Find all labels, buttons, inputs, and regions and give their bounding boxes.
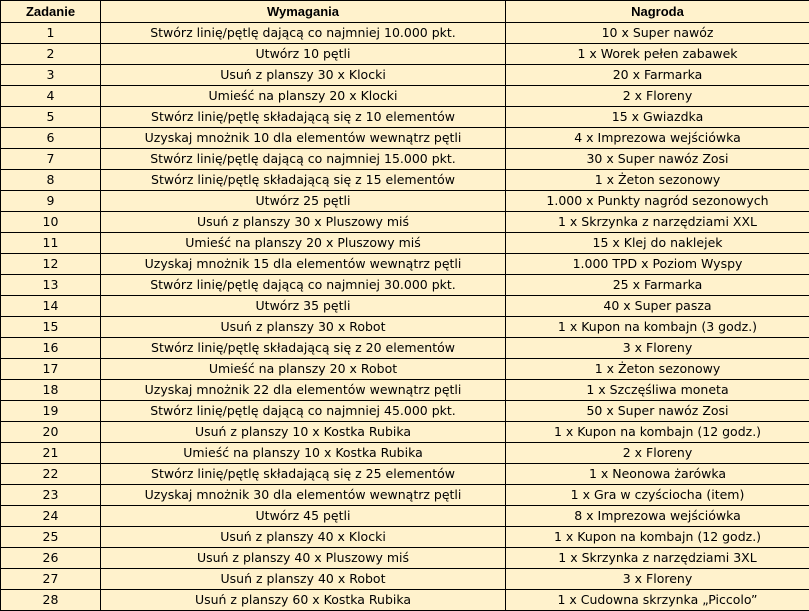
table-row — [1, 44, 809, 65]
requirement-cell: Stwórz linię/pętlę dającą co najmniej 10.000 pkt. — [101, 23, 506, 44]
task-number-cell: 25 — [1, 527, 101, 548]
requirement-cell: Stwórz linię/pętlę dającą co najmniej 45.000 pkt. — [101, 401, 506, 422]
requirement-cell: Utwórz 10 pętli — [101, 44, 506, 65]
requirement-cell: Usuń z planszy 40 x Klocki — [101, 527, 506, 548]
table-row — [1, 506, 809, 527]
reward-cell: 1 x Żeton sezonowy — [506, 170, 809, 191]
reward-cell: 4 x Imprezowa wejściówka — [506, 128, 809, 149]
requirement-cell: Usuń z planszy 30 x Klocki — [101, 65, 506, 86]
requirement-cell: Usuń z planszy 40 x Robot — [101, 569, 506, 590]
table-row — [1, 191, 809, 212]
reward-cell: 25 x Farmarka — [506, 275, 809, 296]
reward-cell: 1 x Skrzynka z narzędziami XXL — [506, 212, 809, 233]
task-number-cell: 18 — [1, 380, 101, 401]
reward-cell: 50 x Super nawóz Zosi — [506, 401, 809, 422]
task-number-cell: 24 — [1, 506, 101, 527]
table-row — [1, 149, 809, 170]
table-row — [1, 170, 809, 191]
requirement-cell: Stwórz linię/pętlę składającą się z 15 elementów — [101, 170, 506, 191]
reward-cell: 1 x Kupon na kombajn (3 godz.) — [506, 317, 809, 338]
table-row — [1, 569, 809, 590]
reward-cell: 1 x Neonowa żarówka — [506, 464, 809, 485]
table-row — [1, 338, 809, 359]
table-row — [1, 23, 809, 44]
reward-cell: 20 x Farmarka — [506, 65, 809, 86]
requirement-cell: Utwórz 25 pętli — [101, 191, 506, 212]
task-number-cell: 3 — [1, 65, 101, 86]
task-number-cell: 8 — [1, 170, 101, 191]
task-number-cell: 7 — [1, 149, 101, 170]
task-number-cell: 19 — [1, 401, 101, 422]
reward-cell: 3 x Floreny — [506, 569, 809, 590]
table-row — [1, 527, 809, 548]
reward-cell: 10 x Super nawóz — [506, 23, 809, 44]
table-row — [1, 296, 809, 317]
reward-cell: 1 x Gra w czyściocha (item) — [506, 485, 809, 506]
requirement-cell: Uzyskaj mnożnik 22 dla elementów wewnątrz pętli — [101, 380, 506, 401]
requirement-cell: Usuń z planszy 40 x Pluszowy miś — [101, 548, 506, 569]
reward-cell: 1 x Żeton sezonowy — [506, 359, 809, 380]
requirement-cell: Usuń z planszy 60 x Kostka Rubika — [101, 590, 506, 611]
task-number-cell: 9 — [1, 191, 101, 212]
task-number-cell: 1 — [1, 23, 101, 44]
reward-cell: 1 x Kupon na kombajn (12 godz.) — [506, 422, 809, 443]
requirement-cell: Uzyskaj mnożnik 30 dla elementów wewnątrz pętli — [101, 485, 506, 506]
table-body — [1, 23, 809, 611]
table-row — [1, 275, 809, 296]
task-number-cell: 13 — [1, 275, 101, 296]
header-reward: Nagroda — [506, 1, 809, 23]
table-row — [1, 128, 809, 149]
requirement-cell: Umieść na planszy 20 x Robot — [101, 359, 506, 380]
requirement-cell: Usuń z planszy 30 x Robot — [101, 317, 506, 338]
task-number-cell: 21 — [1, 443, 101, 464]
table-row — [1, 401, 809, 422]
reward-cell: 1 x Skrzynka z narzędziami 3XL — [506, 548, 809, 569]
task-number-cell: 11 — [1, 233, 101, 254]
table-row — [1, 212, 809, 233]
task-number-cell: 23 — [1, 485, 101, 506]
reward-cell: 15 x Klej do naklejek — [506, 233, 809, 254]
task-number-cell: 22 — [1, 464, 101, 485]
task-number-cell: 27 — [1, 569, 101, 590]
task-number-cell: 16 — [1, 338, 101, 359]
table-row — [1, 233, 809, 254]
requirement-cell: Uzyskaj mnożnik 15 dla elementów wewnątrz pętli — [101, 254, 506, 275]
table-row — [1, 359, 809, 380]
task-number-cell: 4 — [1, 86, 101, 107]
requirement-cell: Utwórz 35 pętli — [101, 296, 506, 317]
requirement-cell: Umieść na planszy 20 x Pluszowy miś — [101, 233, 506, 254]
reward-cell: 40 x Super pasza — [506, 296, 809, 317]
task-number-cell: 26 — [1, 548, 101, 569]
requirement-cell: Stwórz linię/pętlę dającą co najmniej 15.000 pkt. — [101, 149, 506, 170]
table-row — [1, 422, 809, 443]
table-header — [1, 1, 809, 23]
task-number-cell: 2 — [1, 44, 101, 65]
requirement-cell: Umieść na planszy 20 x Klocki — [101, 86, 506, 107]
header-requirements: Wymagania — [101, 1, 506, 23]
table-row — [1, 65, 809, 86]
task-number-cell: 5 — [1, 107, 101, 128]
table-row — [1, 86, 809, 107]
reward-cell: 1 x Kupon na kombajn (12 godz.) — [506, 527, 809, 548]
table-row — [1, 548, 809, 569]
table-row — [1, 590, 809, 611]
header-task: Zadanie — [1, 1, 101, 23]
task-number-cell: 17 — [1, 359, 101, 380]
table-row — [1, 317, 809, 338]
requirement-cell: Uzyskaj mnożnik 10 dla elementów wewnątrz pętli — [101, 128, 506, 149]
header-row — [1, 1, 809, 23]
task-number-cell: 14 — [1, 296, 101, 317]
task-number-cell: 28 — [1, 590, 101, 611]
requirement-cell: Usuń z planszy 10 x Kostka Rubika — [101, 422, 506, 443]
reward-cell: 2 x Floreny — [506, 443, 809, 464]
reward-cell: 3 x Floreny — [506, 338, 809, 359]
reward-cell: 15 x Gwiazdka — [506, 107, 809, 128]
table-row — [1, 443, 809, 464]
requirement-cell: Usuń z planszy 30 x Pluszowy miś — [101, 212, 506, 233]
table-row — [1, 380, 809, 401]
requirement-cell: Stwórz linię/pętlę składającą się z 25 elementów — [101, 464, 506, 485]
reward-cell: 1.000 TPD x Poziom Wyspy — [506, 254, 809, 275]
table-row — [1, 107, 809, 128]
requirement-cell: Stwórz linię/pętlę składającą się z 10 elementów — [101, 107, 506, 128]
reward-cell: 1 x Cudowna skrzynka „Piccolo” — [506, 590, 809, 611]
reward-cell: 2 x Floreny — [506, 86, 809, 107]
requirement-cell: Stwórz linię/pętlę dającą co najmniej 30.000 pkt. — [101, 275, 506, 296]
requirement-cell: Umieść na planszy 10 x Kostka Rubika — [101, 443, 506, 464]
task-number-cell: 10 — [1, 212, 101, 233]
requirement-cell: Stwórz linię/pętlę składającą się z 20 elementów — [101, 338, 506, 359]
reward-cell: 30 x Super nawóz Zosi — [506, 149, 809, 170]
table-row — [1, 485, 809, 506]
requirement-cell: Utwórz 45 pętli — [101, 506, 506, 527]
reward-cell: 8 x Imprezowa wejściówka — [506, 506, 809, 527]
table-row — [1, 254, 809, 275]
reward-cell: 1.000 x Punkty nagród sezonowych — [506, 191, 809, 212]
task-number-cell: 12 — [1, 254, 101, 275]
task-number-cell: 20 — [1, 422, 101, 443]
reward-cell: 1 x Worek pełen zabawek — [506, 44, 809, 65]
reward-cell: 1 x Szczęśliwa moneta — [506, 380, 809, 401]
table-row — [1, 464, 809, 485]
task-number-cell: 6 — [1, 128, 101, 149]
task-number-cell: 15 — [1, 317, 101, 338]
